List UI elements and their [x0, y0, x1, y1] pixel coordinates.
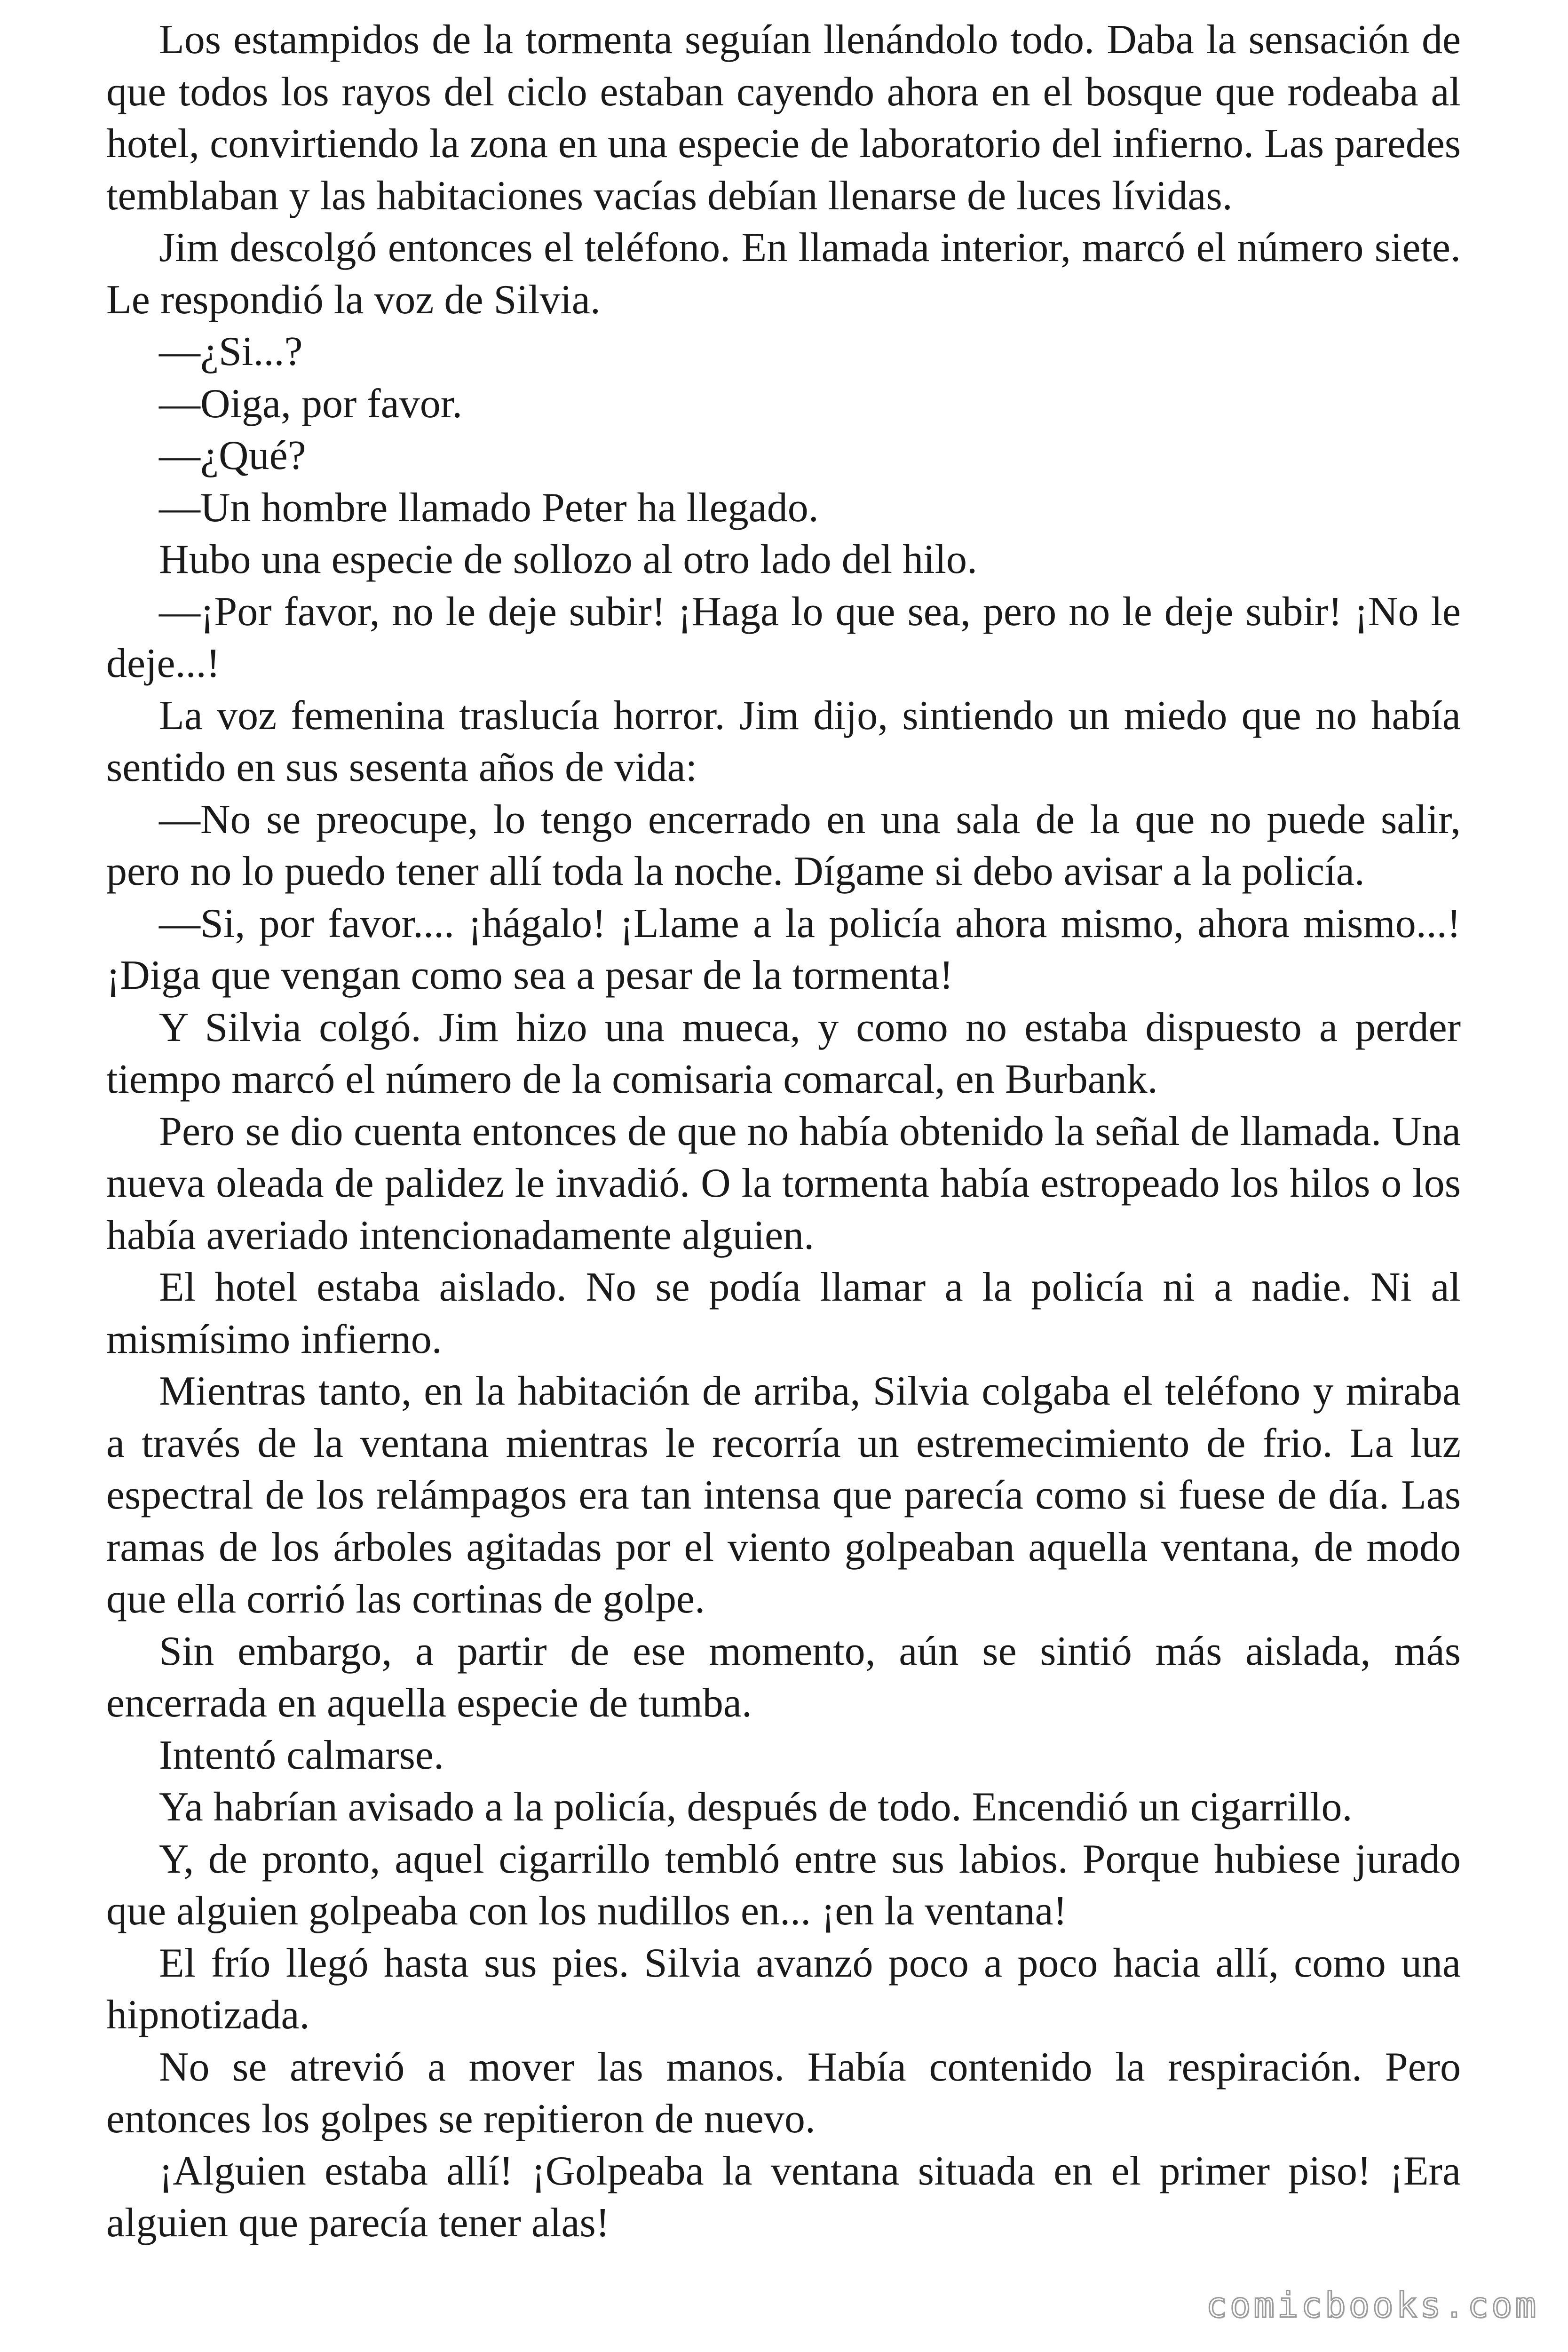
paragraph: Hubo una especie de sollozo al otro lado del hilo. — [159, 537, 977, 582]
paragraph: Intentó calmarse. — [159, 1732, 444, 1778]
paragraph: —Oiga, por favor. — [159, 381, 463, 427]
paragraph: Pero se dio cuenta entonces de que no había obtenido la señal de llamada. Una nueva oleada de palidez le invadió. O la tormenta había estropeado los hilos o los había averiado intencionadamente alguien. — [106, 1108, 1461, 1258]
paragraph: El frío llegó hasta sus pies. Silvia avanzó poco a poco hacia allí, como una hipnotizada. — [106, 1940, 1461, 2038]
paragraph: —¿Qué? — [159, 433, 306, 478]
paragraph: La voz femenina traslucía horror. Jim dijo, sintiendo un miedo que no había sentido en sus sesenta años de vida: — [106, 692, 1461, 790]
paragraph: —Si, por favor.... ¡hágalo! ¡Llame a la policía ahora mismo, ahora mismo...! ¡Diga que vengan como sea a pesar de la tormenta! — [106, 900, 1461, 998]
paragraph: Y, de pronto, aquel cigarrillo tembló entre sus labios. Porque hubiese jurado que alguien golpeaba con los nudillos en... ¡en la ventana! — [106, 1836, 1461, 1934]
paragraph: ¡Alguien estaba allí! ¡Golpeaba la ventana situada en el primer piso! ¡Era alguien que parecía tener alas! — [106, 2148, 1461, 2246]
paragraph: Los estampidos de la tormenta seguían llenándolo todo. Daba la sensación de que todos los rayos del ciclo estaban cayendo ahora en el bosque que rodeaba al hotel, convirtiendo la zona en una especie de laboratorio del infierno. Las paredes temblaban y las habitaciones vacías debían llenarse de luces lívidas. — [106, 17, 1461, 219]
paragraph: —Un hombre llamado Peter ha llegado. — [159, 485, 819, 531]
paragraph: —¡Por favor, no le deje subir! ¡Haga lo que sea, pero no le deje subir! ¡No le deje...! — [106, 588, 1461, 686]
watermark-text: comicbooks.com — [1206, 2285, 1539, 2326]
paragraph: El hotel estaba aislado. No se podía llamar a la policía ni a nadie. Ni al mismísimo infierno. — [106, 1264, 1461, 1362]
paragraph: No se atrevió a mover las manos. Había contenido la respiración. Pero entonces los golpes se repitieron de nuevo. — [106, 2044, 1461, 2142]
paragraph: —No se preocupe, lo tengo encerrado en una sala de la que no puede salir, pero no lo puedo tener allí toda la noche. Dígame si debo avisar a la policía. — [106, 796, 1461, 894]
paragraph: Ya habrían avisado a la policía, después de todo. Encendió un cigarrillo. — [159, 1784, 1353, 1830]
paragraph: Sin embargo, a partir de ese momento, aún se sintió más aislada, más encerrada en aquella especie de tumba. — [106, 1628, 1461, 1726]
paragraph: Jim descolgó entonces el teléfono. En llamada interior, marcó el número siete. Le respondió la voz de Silvia. — [106, 225, 1461, 323]
paragraph: Mientras tanto, en la habitación de arriba, Silvia colgaba el teléfono y miraba a través de la ventana mientras le recorría un estremecimiento de frio. La luz espectral de los relámpagos era tan intensa que parecía como si fuese de día. Las ramas de los árboles agitadas por el viento golpeaban aquella ventana, de modo que ella corrió las cortinas de golpe. — [106, 1368, 1461, 1622]
book-page — [106, 14, 1461, 2296]
paragraph: —¿Si...? — [159, 329, 303, 374]
paragraph: Y Silvia colgó. Jim hizo una mueca, y como no estaba dispuesto a perder tiempo marcó el número de la comisaria comarcal, en Burbank. — [106, 1004, 1461, 1102]
